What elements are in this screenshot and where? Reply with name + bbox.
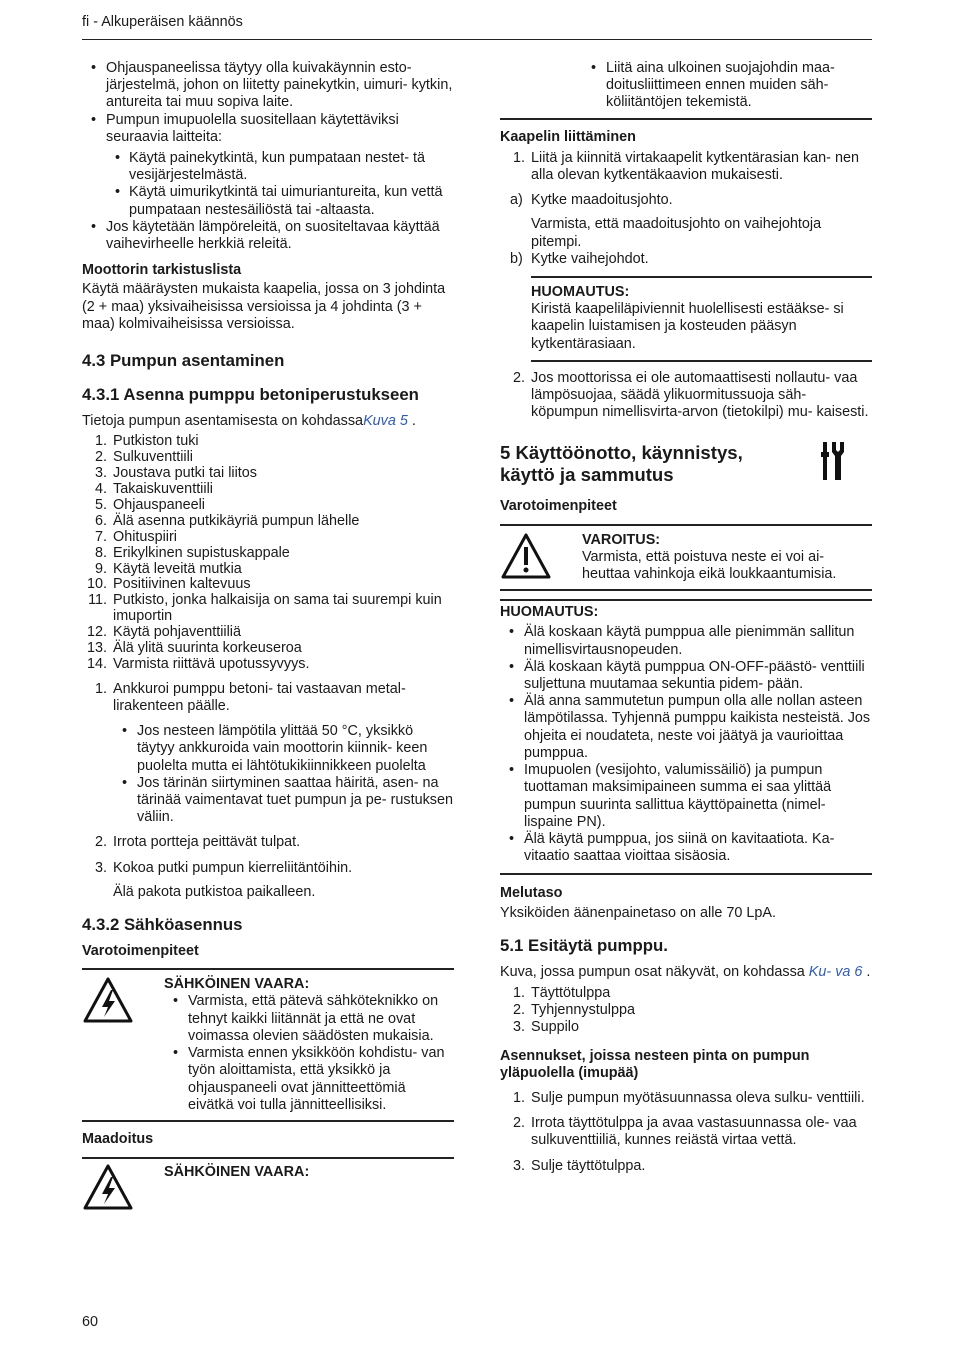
list-item: 2. Irrota portteja peittävät tulpat. (94, 834, 301, 851)
section-4-3-1-title: 4.3.1 Asenna pumppu betoniperustukseen (82, 385, 419, 405)
section-5-1-title: 5.1 Esitäytä pumppu. (500, 935, 668, 955)
electrical-danger-box-2 (82, 1157, 454, 1211)
electrical-hazard-icon (82, 976, 134, 1024)
motor-checklist-heading: Moottorin tarkistuslista (82, 262, 242, 279)
list-item: 10. Positiivinen kaltevuus (86, 576, 251, 593)
cable-heading: Kaapelin liittäminen (500, 128, 636, 145)
list-item: 4. Takaiskuventtiili (94, 480, 213, 497)
danger-title: SÄHKÖINEN VAARA: (164, 1164, 310, 1181)
list-item: • Liitä aina ulkoinen suojajohdin maa- doitusliittimeen ennen muiden säh- köliitäntöjen tekemistä. (582, 60, 872, 112)
list-item: • Älä anna sammutetun pumpun olla alle nollan asteen lämpötilassa. Tyhjennä pumppu kaikista nesteistä. Jos ohjeita ei noudateta, neste voi jäätyä ja vaurioittaa pumppua. (500, 693, 872, 762)
note-box (531, 276, 872, 362)
left-column (82, 60, 454, 1211)
ground-bullet-list (500, 60, 872, 112)
above-pump-heading: Asennukset, joissa nesteen pinta on pumpun yläpuolella (imupää) (500, 1047, 810, 1081)
list-item: 2. Jos moottorissa ei ole automaattisesti nollautu- vaa lämpösuojaa, säädä ylikuormitussuoja säh- köpumpun nimellisvirta-arvon (tietokilpi) mu- kaisesti. (512, 369, 869, 421)
step-1-bullets (113, 723, 454, 826)
install-steps (82, 681, 454, 901)
section-4-3-title: 4.3 Pumpun asentaminen (82, 351, 285, 371)
cable-steps-2 (500, 370, 872, 422)
list-item: 6. Älä asenna putkikäyriä pumpun lähelle (94, 512, 360, 529)
warning-text: Varmista, että poistuva neste ei voi ai- heuttaa vahinkoja eikä loukkaantumisia. (582, 548, 837, 583)
above-pump-steps (500, 1090, 872, 1175)
list-item: 2. Tyhjennystulppa (512, 1002, 636, 1019)
note-bullets (500, 624, 872, 865)
section-5-title: 5 Käyttöönotto, käynnistys, käyttö ja sammutus (500, 442, 743, 486)
list-item: 3. Sulje täyttötulppa. (512, 1157, 646, 1174)
list-item: • Pumpun imupuolella suositellaan käytettäviksi seuraavia laitteita: (82, 112, 454, 146)
list-item: 14. Varmista riittävä upotussyvyys. (86, 655, 310, 672)
list-item: • Älä käytä pumppua, jos siinä on kavitaatiota. Ka- vitaatio saattaa vioittaa sisäosia. (500, 831, 872, 865)
list-item: • Varmista, että pätevä sähköteknikko on tehnyt kaikki liitännät ja että ne ovat voimassa olevien säädösten mukaisia. (164, 993, 454, 1045)
list-item: 3. Joustava putki tai liitos (94, 465, 257, 482)
list-item: 1. Liitä ja kiinnitä virtakaapelit kytkentärasian kan- nen alla olevan kytkentäkaavion mukaisesti. (512, 149, 859, 184)
precautions-heading: Varotoimenpiteet (82, 943, 199, 960)
warning-box (500, 524, 872, 592)
note-title: HUOMAUTUS: (531, 284, 630, 301)
cable-substeps (500, 192, 872, 268)
motor-checklist-text: Käytä määräysten mukaista kaapelia, jossa on 3 johdinta (2 + maa) yksivaiheisissa versioissa ja 4 johdinta (3 + maa) kolmivaiheisissa versioissa. (82, 281, 446, 332)
running-header: fi - Alkuperäisen käännös (82, 14, 243, 30)
list-item: • Käytä uimurikytkintä tai uimuriantureita, kun vettä pumpataan nestesäiliöstä tai -altaasta. (82, 184, 454, 218)
step-3-note: Älä pakota putkistoa paikalleen. (113, 883, 316, 900)
precautions-heading: Varotoimenpiteet (500, 498, 617, 515)
prime-parts-list (500, 985, 872, 1037)
section-5-1-intro: Kuva, jossa pumpun osat näkyvät, on kohdassa Ku- va 6 . (500, 963, 871, 980)
list-item: 1. Putkiston tuki (94, 433, 199, 450)
danger-bullets (164, 993, 454, 1113)
list-item: 11. Putkisto, jonka halkaisija on sama tai suurempi kuin imuportin (88, 592, 442, 625)
intro-bullet-list (82, 60, 454, 146)
noise-heading: Melutaso (500, 885, 563, 902)
intro-last-bullet (82, 219, 454, 253)
list-item: 2. Sulkuventtiili (94, 449, 193, 466)
list-item: 2. Irrota täyttötulppa ja avaa vastasuunnassa ole- vaa sulkuventtiiliä, kunnes reiästä virtaa vettä. (512, 1115, 857, 1149)
list-item: • Ohjauspaneelissa täytyy olla kuivakäynnin esto- järjestelmä, johon on liitetty painekytkin, uimuri- kytkin, antureita tai muu sopiva laite. (82, 60, 454, 112)
list-item: 9. Käytä leveitä mutkia (94, 560, 242, 577)
grounding-danger-continuation (500, 60, 872, 120)
list-item: 3. Kokoa putki pumpun kierreliitäntöihin. Älä pakota putkistoa paikalleen. (82, 860, 454, 901)
note-title: HUOMAUTUS: (500, 604, 599, 621)
danger-title: SÄHKÖINEN VAARA: (164, 976, 310, 993)
noise-text: Yksiköiden äänenpainetaso on alle 70 LpA. (500, 904, 777, 921)
list-item: 13. Älä ylitä suurinta korkeuseroa (86, 640, 302, 657)
note-box-2 (500, 599, 872, 875)
list-item: 7. Ohituspiiri (94, 528, 177, 545)
list-item: 5. Ohjauspaneeli (94, 496, 206, 513)
figure-legend-list (82, 434, 454, 673)
list-item: a) Kytke maadoitusjohto. Varmista, että maadoitusjohto on vaihejohtoja pitempi. (500, 192, 872, 251)
electrical-hazard-icon (82, 1163, 134, 1211)
list-item: 1. Sulje pumpun myötäsuunnassa oleva sulku- venttiili. (512, 1089, 865, 1106)
list-item: b) Kytke vaihejohdot. (510, 250, 649, 267)
list-item: 1. Ankkuroi pumppu betoni- tai vastaavan metal- lirakenteen päälle. • Jos nesteen lämpötila ylittää 50 °C, yksikkö täytyy ankkuroida vain moottorin kiinnik- keen puolelta mutta ei lähtötukikiinnikkeen puolelta • Jos tärinän siirtyminen saattaa häiritä, asen- na tärinää vaimentavat tuet pumpun ja pe- rustuksen väliin. (82, 681, 454, 827)
list-item: • Imupuolen (vesijohto, valumissäiliö) ja pumpun tuottaman maksimipaineen summa ei saa ylittää pumpun suurinta sallittua käyttöpainetta (nimel- lispaine PN). (500, 762, 872, 831)
section-4-3-2-title: 4.3.2 Sähköasennus (82, 915, 243, 935)
warning-icon (500, 532, 552, 580)
list-item: • Jos nesteen lämpötila ylittää 50 °C, yksikkö täytyy ankkuroida vain moottorin kiinnik- keen puolelta mutta ei lähtötukikiinnikkeen puolelta (113, 723, 454, 775)
list-item: • Älä koskaan käytä pumppua alle pienimmän sallitun nimellisvirtausnopeuden. (500, 624, 872, 658)
list-item: 12. Käytä pohjaventtiiliä (86, 624, 241, 641)
header-rule (82, 39, 872, 40)
section-4-3-1-intro: Tietoja pumpun asentamisesta on kohdassaKuva 5 . (82, 413, 416, 430)
tools-icon (820, 442, 846, 480)
right-column (500, 60, 872, 1183)
list-item: 8. Erikylkinen supistuskappale (94, 544, 290, 561)
note-text: Kiristä kaapeliläpiviennit huolellisesti estääkse- si kaapelin luistamisen ja kosteuden pääsyn kytkentärasiaan. (531, 301, 844, 352)
list-item: • Varmista ennen yksikköön kohdistu- van työn aloittamista, että yksikkö ja ohjauspaneeli ovat jännitteettömiä eivätkä voi tulla jännitteellisiksi. (164, 1045, 454, 1114)
section-5-header (500, 442, 872, 488)
figure-link-kuva-5[interactable]: Kuva 5 (363, 413, 408, 430)
list-item: 3. Suppilo (512, 1019, 580, 1036)
intro-sub-bullet-list (82, 150, 454, 219)
list-item: 1. Täyttötulppa (512, 984, 611, 1001)
list-item: • Käytä painekytkintä, kun pumpataan nestet- tä vesijärjestelmästä. (82, 150, 454, 184)
figure-link-kuva-6[interactable]: Ku- va 6 (808, 963, 863, 980)
warning-title: VAROITUS: (582, 531, 661, 548)
grounding-heading: Maadoitus (82, 1130, 154, 1147)
cable-steps (500, 150, 872, 184)
electrical-danger-box (82, 968, 454, 1122)
list-item: • Jos käytetään lämpöreleitä, on suositeltavaa käyttää vaihevirheelle herkkiä releitä. (82, 219, 454, 253)
list-item: • Jos tärinän siirtyminen saattaa häiritä, asen- na tärinää vaimentavat tuet pumpun ja pe- rustuksen väliin. (113, 775, 454, 827)
list-item: • Älä koskaan käytä pumppua ON-OFF-päästö- venttiili suljettuna muutamaa sekuntia pidem- pään. (500, 659, 872, 693)
cable-a-note: Varmista, että maadoitusjohto on vaihejohtoja pitempi. (531, 216, 822, 250)
page-number: 60 (82, 1314, 99, 1330)
